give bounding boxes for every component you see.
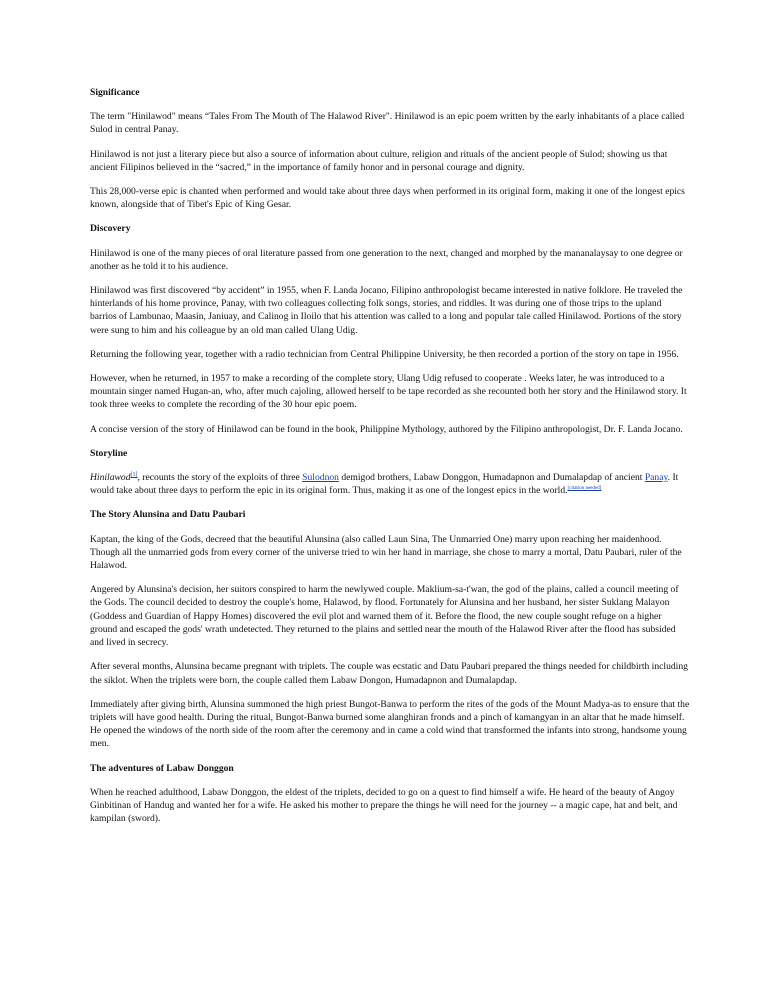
adventures-paragraph-1: When he reached adulthood, Labaw Donggon, the eldest of the triplets, decided to go on a quest to find himself a wife. He heard of the beauty of Angoy Ginbitinan of Handug and wanted her for a wife. He asked his mother to prepare the things he will need for the journey -- a magic cape, hat and belt, and kampilan (sword). [90,786,678,825]
storyline-paragraph [90,471,690,497]
significance-paragraph-3: This 28,000-verse epic is chanted when performed and would take about three days when performed in its original form, making it one of the longest epics known, alongside that of Tibet's Epic of King Gesar. [90,186,685,211]
significance-paragraph-2: Hinilawod is not just a literary piece but also a source of information about culture, religion and rituals of the ancient people of Sulod; showing us that ancient Filipinos believed in the “sacred,” in the importance of family honor and in personal courage and dignity. [90,148,668,173]
alunsina-paragraph-2: Angered by Alunsina's decision, her suitors conspired to harm the newlywed couple. Maklium-sa-t'wan, the god of the plains, called a council meeting of the Gods. The council decided to destroy the couple's home, Halawod, by flood. Fortunately for Alunsina and her husband, her sister Suklang Malayon (Goddess and Guardian of Happy Homes) discovered the evil plot and warned them of it. Before the flood, the new couple sought refuge on a higher ground and escaped the gods' wrath undetected. They returned to the plains and settled near the mouth of the Halawod River after the flood has subsided and lived in secrecy. [90,584,679,649]
heading-storyline: Storyline [90,447,128,459]
alunsina-paragraph-3: After several months, Alunsina became pregnant with triplets. The couple was ecstatic and Datu Paubari prepared the things needed for childbirth including the siklot. When the triplets were born, the couple called them Labaw Dongon, Humadapnon and Dumalapdap. [90,661,688,686]
storyline-title: Hinilawod [90,472,131,484]
panay-link[interactable]: Panay [644,472,668,484]
storyline-text-3: . It would take about three days to perform the epic in its original form. Thus, making it as one of the longest epics in the world. [90,472,679,497]
heading-discovery: Discovery [90,223,131,235]
heading-alunsina: The Story Alunsina and Datu Paubari [90,509,246,521]
discovery-paragraph-1: Hinilawod is one of the many pieces of oral literature passed from one generation to the next, changed and morphed by the mananalaysay to one degree or another as he told it to his audience. [90,247,683,272]
discovery-paragraph-2: Hinilawod was first discovered “by accident” in 1955, when F. Landa Jocano, Filipino anthropologist became interested in native folklore. He traveled the hinterlands of his home province, Panay, with two colleagues collecting folk songs, stories, and riddles. It was during one of those trips to the upland barrios of Lambunao, Maasin, Janiuay, and Calinog in Iloilo that his attention was called to a long and popular tale called Hinilawod. Portions of the story were sung to him and his colleague by an old man called Ulang Udig. [90,285,683,336]
alunsina-paragraph-4: Immediately after giving birth, Alunsina summoned the high priest Bungot-Banwa to perform the rites of the gods of the Mount Madya-as to ensure that the triplets will have good health. During the ritual, Bungot-Banwa burned some alanghiran fronds and a pinch of kamangyan in an altar that he made himself. He opened the windows of the north side of the room after the ceremony and in came a cold wind that transformed the infants into strong, handsome young men. [90,698,690,750]
heading-significance: Significance [90,87,140,98]
sulodnon-link[interactable]: Sulodnon [302,472,339,484]
reference-link-1[interactable]: [1] [130,471,138,478]
document-page [90,86,690,825]
significance-paragraph-1: The term "Hinilawod" means “Tales From The Mouth of The Halawod River". Hinilawod is an epic poem written by the early inhabitants of a place called Sulod in central Panay. [90,111,685,136]
discovery-paragraph-3: Returning the following year, together with a radio technician from Central Philippine University, he then recorded a portion of the story on tape in 1956. [90,348,679,360]
alunsina-paragraph-1: Kaptan, the king of the Gods, decreed that the beautiful Alunsina (also called Laun Sina, The Unmarried One) marry upon reaching her maidenhood. Though all the unmarried gods from every corner of the universe tried to win her hand in marriage, she chose to marry a mortal, Datu Paubari, ruler of the Halawod. [90,533,682,572]
discovery-paragraph-4: However, when he returned, in 1957 to make a recording of the complete story, Ulang Udig refused to cooperate . Weeks later, he was introduced to a mountain singer named Hugan-an, who, after much cajoling, allowed herself to be tape recorded as she recounted both her story and the Hinilawod story. It took three weeks to complete the recording of the 30 hour epic poem. [90,373,687,411]
citation-needed-link[interactable]: [citation needed] [567,486,602,492]
storyline-text-1: , recounts the story of the exploits of three [137,472,303,484]
heading-adventures: The adventures of Labaw Donggon [90,762,234,774]
discovery-paragraph-5: A concise version of the story of Hinilawod can be found in the book, Philippine Mythology, authored by the Filipino anthropologist, Dr. F. Landa Jocano. [90,423,683,435]
storyline-text-2: demigod brothers, Labaw Donggon, Humadapnon and Dumalapdap of ancient [338,472,645,484]
